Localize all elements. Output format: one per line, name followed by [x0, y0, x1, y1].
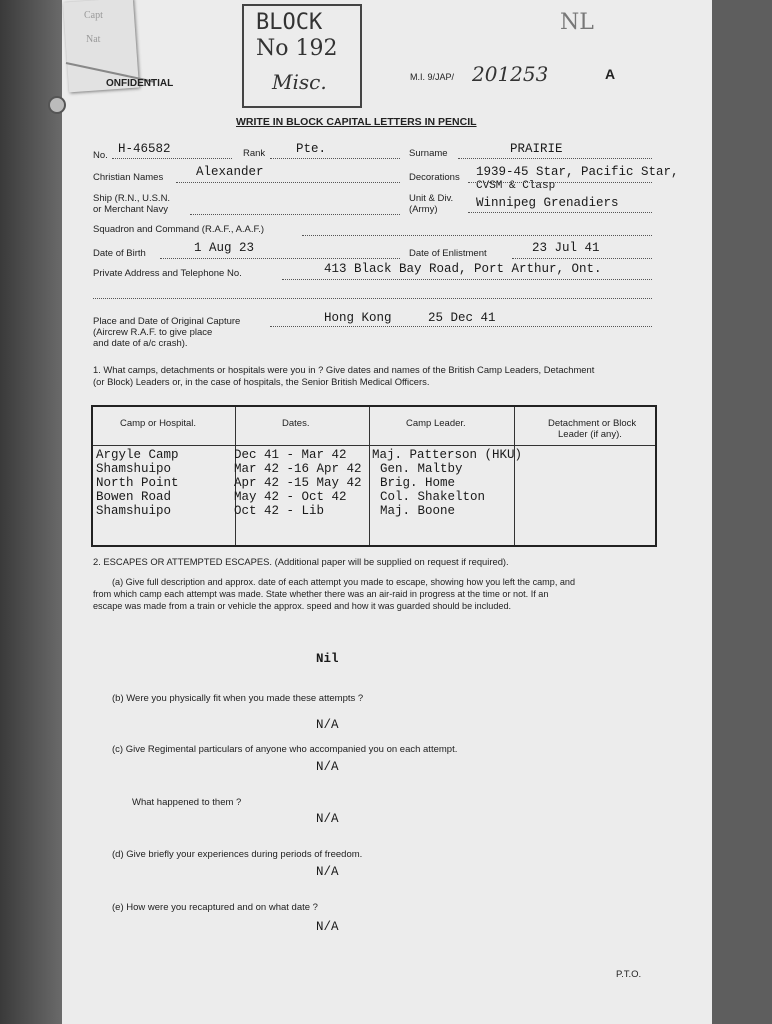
christian-value: Alexander	[196, 165, 264, 179]
address-dotline-2	[93, 298, 652, 299]
ship-label-2: or Merchant Navy	[93, 204, 168, 215]
capture-date: 25 Dec 41	[428, 311, 496, 325]
row-3-dates: Apr 42 -15 May 42	[234, 476, 362, 490]
scan-background	[0, 0, 62, 1024]
unit-label-1: Unit & Div.	[409, 193, 454, 204]
q1-line-2: (or Block) Leaders or, in the case of hospitals, the Senior British Medical Officers.	[93, 376, 430, 387]
row-2-dates: Mar 42 -16 Apr 42	[234, 462, 362, 476]
header-leader: Camp Leader.	[406, 418, 466, 429]
tag-text-1: Capt	[84, 10, 103, 21]
q2-a-line-1: (a) Give full description and approx. date of each attempt you made to escape, showing how you left the camp, and	[112, 577, 576, 587]
row-1-camp: Argyle Camp	[96, 448, 179, 462]
ship-label-1: Ship (R.N., U.S.N.	[93, 193, 171, 204]
row-3-leader: Brig. Home	[380, 476, 456, 490]
enlist-label: Date of Enlistment	[409, 248, 487, 259]
q2-a-answer: Nil	[316, 652, 339, 666]
dob-value: 1 Aug 23	[194, 241, 255, 255]
address-label: Private Address and Telephone No.	[93, 268, 242, 279]
decorations-value-2: CVSM & Clasp	[476, 180, 556, 192]
q2-happened-question: What happened to them ?	[132, 797, 242, 808]
pto-label: P.T.O.	[616, 969, 642, 980]
surname-dotline	[458, 158, 652, 159]
unit-dotline	[468, 212, 652, 213]
tag-eyelet	[48, 96, 66, 114]
address-dotline	[282, 279, 652, 280]
header-detachment-2: Leader (if any).	[558, 429, 622, 440]
row-2-leader: Gen. Maltby	[380, 462, 463, 476]
dob-dotline	[160, 258, 400, 259]
squadron-label: Squadron and Command (R.A.F., A.A.F.)	[93, 224, 265, 235]
mi-number: 201253	[472, 62, 549, 86]
tag-text-2: Nat	[86, 34, 101, 45]
capture-label-3: and date of a/c crash).	[93, 338, 188, 349]
q2-e-answer: N/A	[316, 920, 339, 934]
q2-d-question: (d) Give briefly your experiences during periods of freedom.	[112, 849, 363, 860]
q2-title: 2. ESCAPES OR ATTEMPTED ESCAPES. (Additional paper will be supplied on request if required).	[93, 556, 509, 567]
header-camp: Camp or Hospital.	[120, 418, 197, 429]
stamp-line-3: Misc.	[272, 70, 327, 94]
q2-a-line-3: escape was made from a train or vehicle the approx. speed and how it was guarded should be included.	[93, 601, 512, 611]
decorations-value-1: 1939-45 Star, Pacific Star,	[476, 165, 679, 179]
dob-label: Date of Birth	[93, 248, 146, 259]
row-4-camp: Bowen Road	[96, 490, 172, 504]
grade-letter: A	[605, 66, 616, 82]
decorations-label: Decorations	[409, 172, 460, 183]
q2-c-answer: N/A	[316, 760, 339, 774]
q2-d-answer: N/A	[316, 865, 339, 879]
row-4-leader: Col. Shakelton	[380, 490, 486, 504]
mi-prefix: M.I. 9/JAP/	[410, 72, 455, 82]
row-5-leader: Maj. Boone	[380, 504, 456, 518]
capture-dotline	[270, 326, 652, 327]
unit-label-2: (Army)	[409, 204, 438, 215]
q2-b-answer: N/A	[316, 718, 339, 732]
row-2-camp: Shamshuipo	[96, 462, 172, 476]
no-dotline	[112, 158, 232, 159]
header-dates: Dates.	[282, 418, 310, 429]
q2-happened-answer: N/A	[316, 812, 339, 826]
capture-place: Hong Kong	[324, 311, 392, 325]
row-5-dates: Oct 42 - Lib	[234, 504, 325, 518]
q2-c-question: (c) Give Regimental particulars of anyone who accompanied you on each attempt.	[112, 744, 458, 755]
enlist-value: 23 Jul 41	[532, 241, 600, 255]
stamp-line-1: BLOCK	[256, 10, 323, 35]
row-1-dates: Dec 41 - Mar 42	[234, 448, 347, 462]
christian-dotline	[176, 182, 400, 183]
row-1-leader: Maj. Patterson (HKU)	[372, 448, 523, 462]
no-value: H-46582	[118, 142, 171, 156]
enlist-dotline	[512, 258, 652, 259]
nl-mark: NL	[560, 10, 594, 35]
surname-label: Surname	[409, 148, 448, 159]
decorations-dotline	[468, 182, 652, 183]
q1-line-1: 1. What camps, detachments or hospitals were you in ? Give dates and names of the British Camp Leaders, Detachment	[93, 364, 595, 375]
ship-dotline	[190, 214, 400, 215]
row-5-camp: Shamshuipo	[96, 504, 172, 518]
stamp-line-2: No 192	[256, 36, 338, 61]
rank-dotline	[270, 158, 400, 159]
q2-e-question: (e) How were you recaptured and on what date ?	[112, 902, 318, 913]
squadron-dotline	[302, 235, 652, 236]
row-3-camp: North Point	[96, 476, 179, 490]
address-value: 413 Black Bay Road, Port Arthur, Ont.	[324, 262, 602, 276]
surname-value: PRAIRIE	[510, 142, 563, 156]
header-detachment-1: Detachment or Block	[548, 418, 637, 429]
capture-label-2: (Aircrew R.A.F. to give place	[93, 327, 213, 338]
confidential-label: ONFIDENTIAL	[106, 78, 174, 89]
unit-value: Winnipeg Grenadiers	[476, 196, 619, 210]
rank-label: Rank	[243, 148, 266, 159]
q2-b-question: (b) Were you physically fit when you made these attempts ?	[112, 693, 364, 704]
christian-label: Christian Names	[93, 172, 164, 183]
q2-a-line-2: from which camp each attempt was made. State whether there was an air-raid in progress at the time or not. If an	[93, 589, 549, 599]
instruction-heading: WRITE IN BLOCK CAPITAL LETTERS IN PENCIL	[236, 116, 477, 128]
no-label: No.	[93, 150, 108, 161]
capture-label-1: Place and Date of Original Capture	[93, 316, 241, 327]
row-4-dates: May 42 - Oct 42	[234, 490, 347, 504]
rank-value: Pte.	[296, 142, 327, 156]
